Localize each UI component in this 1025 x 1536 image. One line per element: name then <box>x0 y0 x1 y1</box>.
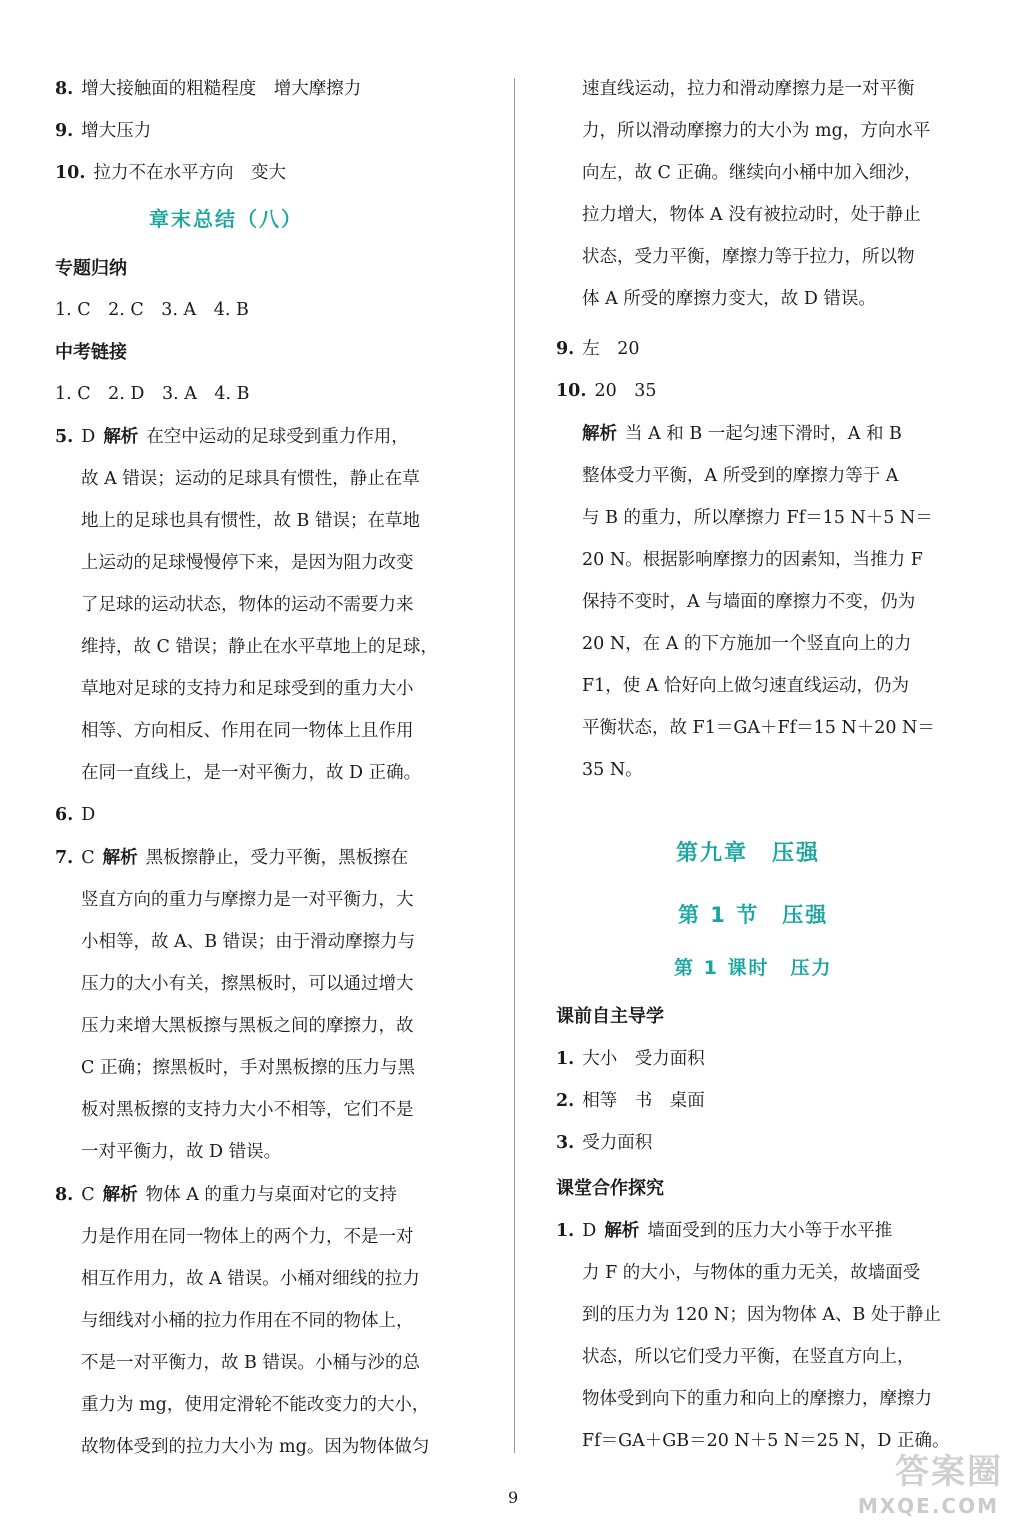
inclass-q1-line: 力 F 的大小，与物体的重力无关，故墙面受 <box>582 1263 921 1283</box>
preclass-answer-1: 1. 大小 受力面积 <box>556 1049 705 1069</box>
watermark-logo <box>857 1438 1007 1530</box>
answer-9-right: 9. 左 20 <box>556 339 640 359</box>
answer-10-right: 10. 20 35 <box>556 381 657 401</box>
q7-header: 7. C 解析 黑板擦静止，受力平衡，黑板擦在 <box>55 848 409 868</box>
section-1-heading: 第 1 节 压强 <box>678 903 829 927</box>
q5-line: 了足球的运动状态，物体的运动不需要力来 <box>81 595 414 615</box>
answer-10: 10. 拉力不在水平方向 变大 <box>55 163 286 183</box>
inclass-q1-line: 到的压力为 120 N；因为物体 A、B 处于静止 <box>582 1305 941 1325</box>
answer-8: 8. 增大接触面的粗糙程度 增大摩擦力 <box>55 79 362 99</box>
q8-continued-line: 向左，故 C 正确。继续向小桶中加入细沙， <box>582 163 922 183</box>
inclass-q1-line: 状态，所以它们受力平衡，在竖直方向上， <box>582 1347 915 1367</box>
q8-header: 8. C 解析 物体 A 的重力与桌面对它的支持 <box>55 1185 397 1205</box>
q10-analysis-line: F1，使 A 恰好向上做匀速直线运动，仍为 <box>582 676 910 696</box>
q8-line: 相互作用力，故 A 错误。小桶对细线的拉力 <box>81 1269 420 1289</box>
preclass-heading: 课前自主导学 <box>556 1006 664 1027</box>
chapter-9-heading: 第九章 压强 <box>676 841 821 866</box>
q8-line: 不是一对平衡力，故 B 错误。小桶与沙的总 <box>81 1353 420 1373</box>
preclass-answer-2: 2. 相等 书 桌面 <box>556 1091 705 1111</box>
page-number: 9 <box>508 1488 519 1507</box>
preclass-answer-3: 3. 受力面积 <box>556 1133 653 1153</box>
q5-line: 地上的足球也具有惯性，故 B 错误；在草地 <box>81 511 420 531</box>
watermark-top: 答案圈 <box>895 1452 1003 1492</box>
q10-analysis-line: 保持不变时，A 与墙面的摩擦力不变，仍为 <box>582 592 916 612</box>
q8-line: 力是作用在同一物体上的两个力，不是一对 <box>81 1227 414 1247</box>
exam-link-answers: 1. C 2. D 3. A 4. B <box>55 384 250 404</box>
chapter-summary-heading: 章末总结（八） <box>149 207 303 231</box>
q7-line: 小相等，故 A、B 错误；由于滑动摩擦力与 <box>81 932 416 952</box>
q5-line: 草地对足球的支持力和足球受到的重力大小 <box>81 679 414 699</box>
q5-line: 故 A 错误；运动的足球具有惯性，静止在草 <box>81 469 420 489</box>
answer-9: 9. 增大压力 <box>55 121 152 141</box>
q10-analysis-line: 整体受力平衡，A 所受到的摩擦力等于 A <box>582 466 899 486</box>
q8-continued-line: 拉力增大，物体 A 没有被拉动时，处于静止 <box>582 205 921 225</box>
inclass-q1-header: 1. D 解析 墙面受到的压力大小等于水平推 <box>556 1221 893 1241</box>
q5-line: 维持，故 C 错误；静止在水平草地上的足球， <box>81 637 439 657</box>
q5-header: 5. D 解析 在空中运动的足球受到重力作用， <box>55 427 409 447</box>
column-divider <box>514 78 515 1453</box>
topic-summary-heading: 专题归纳 <box>55 258 127 279</box>
q10-analysis-line: 35 N。 <box>582 760 643 780</box>
inclass-heading: 课堂合作探究 <box>556 1178 664 1199</box>
watermark-bottom: MXQE.COM <box>857 1494 999 1518</box>
q10-analysis-line: 20 N。根据影响摩擦力的因素知，当推力 F <box>582 550 923 570</box>
q7-line: 压力来增大黑板擦与黑板之间的摩擦力，故 <box>81 1016 414 1036</box>
q8-continued-line: 速直线运动，拉力和滑动摩擦力是一对平衡 <box>582 79 915 99</box>
q8-continued-line: 体 A 所受的摩擦力变大，故 D 错误。 <box>582 289 876 309</box>
q7-line: 一对平衡力，故 D 错误。 <box>81 1142 282 1162</box>
q8-line: 与细线对小桶的拉力作用在不同的物体上， <box>81 1311 414 1331</box>
q7-line: C 正确；擦黑板时，手对黑板擦的压力与黑 <box>81 1058 415 1078</box>
q5-line: 在同一直线上，是一对平衡力，故 D 正确。 <box>81 763 422 783</box>
q6-answer: 6. D <box>55 805 96 825</box>
q10-analysis-line: 20 N，在 A 的下方施加一个竖直向上的力 <box>582 634 912 654</box>
inclass-q1-line: 物体受到向下的重力和向上的摩擦力，摩擦力 <box>582 1389 932 1409</box>
q5-line: 上运动的足球慢慢停下来，是因为阻力改变 <box>81 553 414 573</box>
lesson-1-heading: 第 1 课时 压力 <box>674 957 833 979</box>
q10-analysis-line: 平衡状态，故 F1＝GA＋Ff＝15 N＋20 N＝ <box>582 718 935 738</box>
topic-summary-answers: 1. C 2. C 3. A 4. B <box>55 300 249 320</box>
q5-line: 相等、方向相反、作用在同一物体上且作用 <box>81 721 414 741</box>
inclass-q1-line: Ff＝GA＋GB＝20 N＋5 N＝25 N，D 正确。 <box>582 1431 950 1451</box>
q8-continued-line: 状态，受力平衡，摩擦力等于拉力，所以物 <box>582 247 915 267</box>
q7-line: 竖直方向的重力与摩擦力是一对平衡力，大 <box>81 890 414 910</box>
q8-continued-line: 力，所以滑动摩擦力的大小为 mg，方向水平 <box>582 121 931 141</box>
q10-analysis-header: 解析 当 A 和 B 一起匀速下滑时，A 和 B <box>582 424 902 444</box>
q10-analysis-line: 与 B 的重力，所以摩擦力 Ff＝15 N＋5 N＝ <box>582 508 933 528</box>
q7-line: 板对黑板擦的支持力大小不相等，它们不是 <box>81 1100 414 1120</box>
q8-line: 故物体受到的拉力大小为 mg。因为物体做匀 <box>81 1437 430 1457</box>
q8-line: 重力为 mg，使用定滑轮不能改变力的大小， <box>81 1395 430 1415</box>
q7-line: 压力的大小有关，擦黑板时，可以通过增大 <box>81 974 414 994</box>
exam-link-heading: 中考链接 <box>55 342 127 363</box>
